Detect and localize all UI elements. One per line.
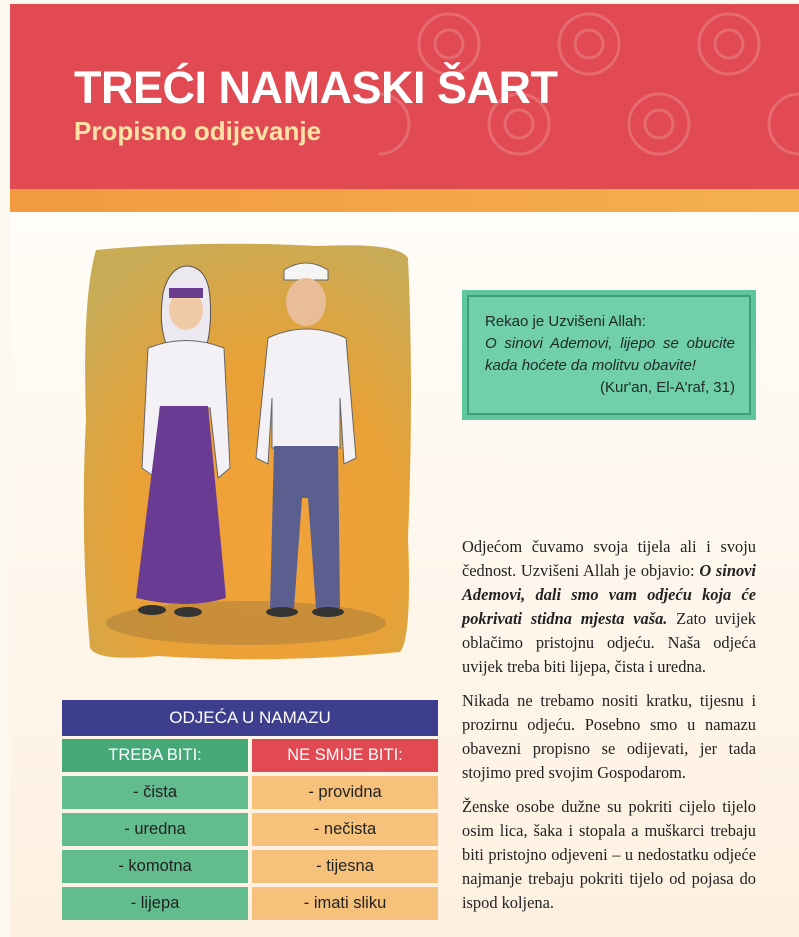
table-row (62, 813, 438, 846)
paragraph-1-start: Odjećom čuvamo svoja tijela ali i svoju čednost. Uzvišeni Allah je objavio: (462, 537, 756, 580)
column-header-forbidden: NE SMIJE BITI: (252, 739, 438, 772)
table-title: ODJEĆA U NAMAZU (62, 700, 438, 736)
paragraph-2: Nikada ne trebamo nositi kratku, tijesnu i prozirnu odjeću. Posebno smo u namazu obavezni propisno se odijevati, jer tada stojimo pred svojim Gospodarom. (462, 691, 756, 782)
quote-intro: Rekao je Uzvišeni Allah: (485, 313, 646, 330)
quote-inner (467, 295, 751, 415)
header-banner (10, 4, 799, 189)
forbidden-cell: - tijesna (252, 850, 438, 883)
forbidden-cell: - providna (252, 776, 438, 809)
body-text (462, 535, 756, 925)
quote-text: O sinovi Ademovi, lijepo se obucite kada hoćete da molitvu obavite! (485, 335, 735, 374)
paragraph-1-end: Zato uvijek oblačimo pristojnu odjeću. Naša odjeća uvijek treba biti lijepa, čista i uredna. (462, 609, 757, 676)
allowed-cell: - lijepa (62, 887, 248, 920)
page-title: TREĆI NAMASKI ŠART (74, 62, 558, 113)
column-header-allowed: TREBA BITI: (62, 739, 248, 772)
allowed-cell: - komotna (62, 850, 248, 883)
paragraph-3: Ženske osobe dužne su pokriti cijelo tijelo osim lica, šaka i stopala a muškarci trebaju biti pristojno odjeveni – u nedostatku odjeće najmanje trebaju pokriti tijelo od pojasa do ispod koljena. (462, 797, 756, 912)
clothing-table (62, 700, 438, 920)
paragraph-1-emphasis: O sinovi Ademovi, dali smo vam odjeću koja će pokrivati stidna mjesta vaša. (462, 561, 756, 628)
allowed-cell: - uredna (62, 813, 248, 846)
table-row (62, 776, 438, 809)
page-subtitle: Propisno odijevanje (74, 116, 322, 146)
quran-quote-box (462, 290, 756, 420)
header-strip (10, 189, 799, 212)
quote-source: (Kur'an, El-A'raf, 31) (600, 379, 735, 396)
table-row (62, 850, 438, 883)
forbidden-cell: - nečista (252, 813, 438, 846)
forbidden-cell: - imati sliku (252, 887, 438, 920)
table-row (62, 887, 438, 920)
allowed-cell: - čista (62, 776, 248, 809)
paragraph-1 (462, 535, 756, 679)
girl-and-boy-illustration (78, 238, 414, 666)
table-header-row (62, 739, 438, 772)
